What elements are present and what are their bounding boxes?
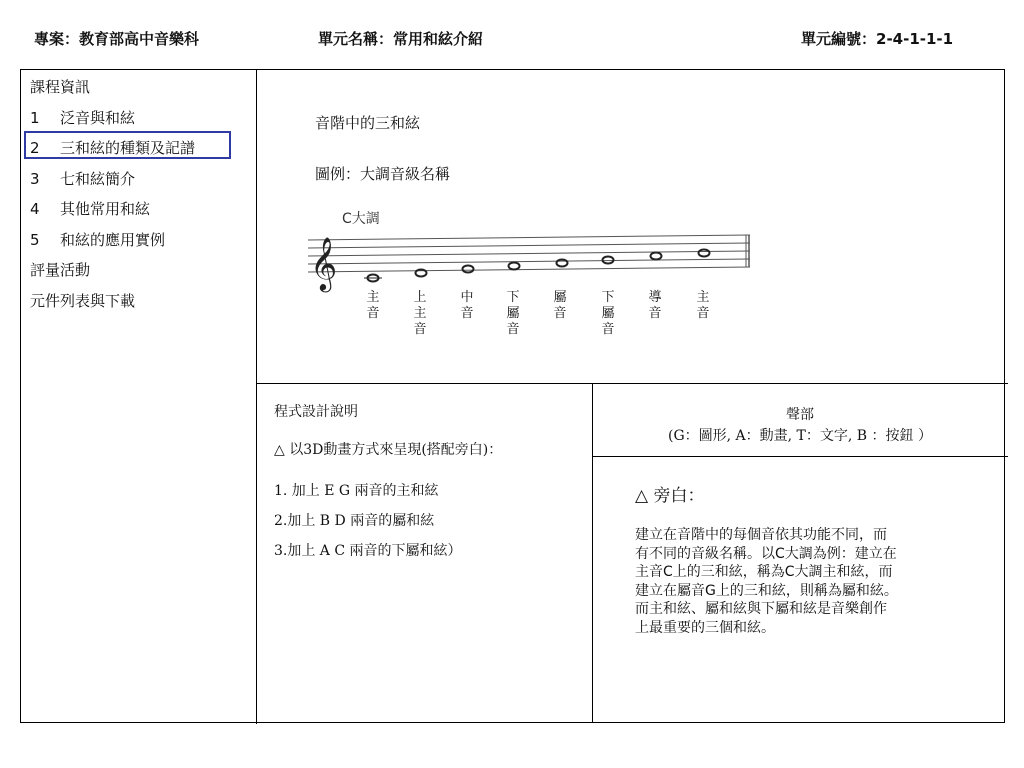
sidebar-item-number: 3: [30, 169, 40, 188]
degree-label-subdominant: [505, 290, 521, 338]
scale-score: [300, 205, 760, 295]
sidebar-item-number: 4: [30, 200, 40, 218]
sidebar-item-downloads[interactable]: [30, 290, 195, 321]
degree-label-tonic: [365, 290, 381, 322]
degree-char: 音: [413, 322, 427, 337]
sidebar-item-label: 評量活動: [30, 261, 91, 279]
degree-char: 導: [648, 290, 662, 305]
sidebar-item-triad-types[interactable]: [30, 137, 195, 168]
degree-char: 主: [413, 306, 427, 321]
degree-char: 下: [506, 290, 520, 305]
degree-char: 屬: [506, 306, 520, 321]
unit-code: 單元編號：2-4-1-1-1: [801, 30, 954, 48]
sidebar-item-label: 三和絃的種類及記譜: [60, 139, 196, 157]
sidebar-item-overtones[interactable]: [30, 107, 195, 138]
sidebar-item-seventh-chords[interactable]: [30, 168, 195, 199]
degree-char: 音: [696, 306, 710, 321]
content-divider: [256, 383, 1008, 384]
degree-char: 主: [696, 290, 710, 305]
sidebar-item-number: 2: [30, 139, 40, 157]
degree-char: 音: [601, 322, 615, 337]
degree-char: 下: [601, 290, 615, 305]
staff-lines: [308, 235, 750, 272]
degree-char: 屬: [601, 306, 615, 321]
degree-char: 音: [553, 306, 567, 321]
sidebar-nav: [30, 76, 195, 320]
degree-char: 音: [366, 306, 380, 321]
sidebar-divider: [256, 69, 257, 724]
sidebar-item-label: 和絃的應用實例: [60, 230, 166, 249]
degree-char: 音: [648, 306, 662, 321]
treble-clef-icon: 𝄞: [310, 236, 338, 290]
sidebar-item-course-info[interactable]: [30, 76, 195, 107]
degree-char: 主: [366, 290, 380, 305]
sidebar-item-number: 1: [30, 108, 40, 127]
narration-text: [635, 526, 965, 637]
narration-line: 而主和絃、屬和絃與下屬和絃是音樂創作: [635, 601, 887, 617]
project-title: 專案：教育部高中音樂科: [34, 30, 200, 48]
sidebar-item-label: 泛音與和絃: [60, 108, 136, 127]
degree-char: 上: [413, 290, 427, 305]
narration-line: 上最重要的三個和絃。: [635, 619, 775, 636]
sidebar-item-label: 課程資訊: [30, 78, 91, 96]
degree-char: 屬: [553, 290, 567, 305]
sidebar-item-label: 元件列表與下載: [30, 291, 136, 310]
unit-name: 單元名稱：常用和絃介紹: [318, 30, 484, 48]
degree-label-submediant: [600, 290, 616, 338]
content-legend: 圖例：大調音級名稱: [315, 165, 451, 183]
degree-char: 音: [506, 322, 520, 337]
sidebar-item-number: 5: [30, 230, 40, 249]
narration-line: 建立在音階中的每個音依其功能不同，而: [635, 527, 887, 543]
narration-line: 建立在屬音G上的三和絃，則稱為屬和絃。: [635, 582, 898, 599]
degree-label-tonic-octave: [695, 290, 711, 322]
degree-char: 音: [460, 306, 474, 321]
program-intro: △ 以3D動畫方式來呈現(搭配旁白)：: [274, 442, 503, 458]
degree-label-dominant: [552, 290, 568, 322]
narration-title: △ 旁白：: [635, 486, 705, 506]
narration-line: 有不同的音級名稱。以C大調為例：建立在: [635, 545, 897, 562]
degree-char: 中: [460, 290, 474, 305]
program-step-1: 1. 加上 E G 兩音的主和絃: [274, 483, 439, 499]
sidebar-item-other-chords[interactable]: [30, 198, 195, 229]
sidebar-item-assessment[interactable]: [30, 259, 195, 290]
program-step-3: 3.加上 A C 兩音的下屬和絃）: [274, 543, 462, 559]
degree-label-mediant: [459, 290, 475, 322]
narration-line: 主音C上的三和絃，稱為C大調主和絃，而: [635, 564, 893, 580]
degree-label-supertonic: [412, 290, 428, 338]
sound-heading: 聲部: [786, 407, 814, 423]
program-heading: 程式設計說明: [274, 404, 358, 420]
degree-label-leading-tone: [647, 290, 663, 322]
program-step-2: 2.加上 B D 兩音的屬和絃: [274, 513, 435, 529]
sidebar-item-label: 其他常用和絃: [60, 200, 151, 218]
content-title: 音階中的三和絃: [315, 114, 421, 132]
score-key-label: C大調: [342, 211, 380, 227]
sound-legend: (G：圖形, A：動畫, T：文字, B ：按鈕 ）: [668, 428, 932, 444]
sidebar-item-label: 七和絃簡介: [60, 169, 136, 188]
sidebar-item-chord-examples[interactable]: [30, 229, 195, 260]
sound-header-divider: [592, 456, 1008, 457]
